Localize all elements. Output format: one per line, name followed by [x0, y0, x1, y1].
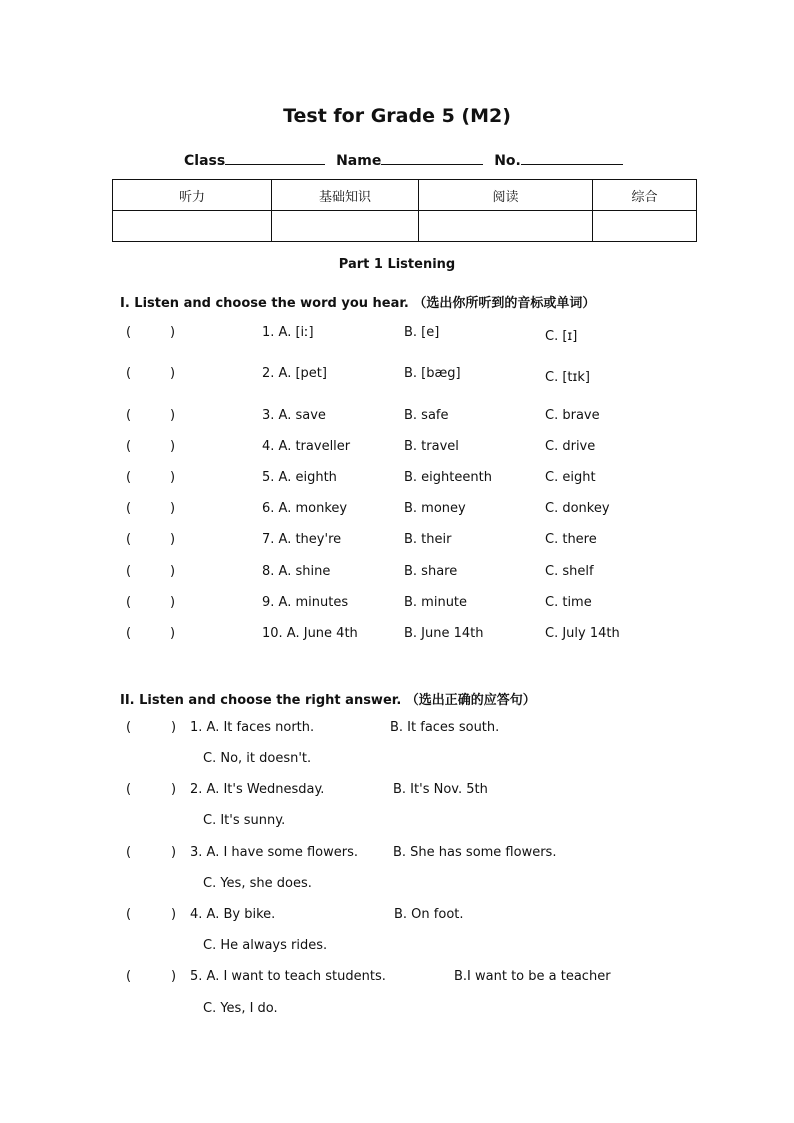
answer-paren-open[interactable]: (: [126, 720, 132, 735]
option-b: B. their: [404, 532, 452, 547]
name-label: Name: [336, 153, 382, 169]
answer-paren-close: ): [170, 470, 176, 485]
option-c: C. shelf: [545, 564, 594, 579]
option-c: C. drive: [545, 439, 596, 454]
option-a: 7. A. they're: [262, 532, 342, 547]
answer-paren-close: ): [170, 564, 176, 579]
answer-paren-open[interactable]: (: [126, 782, 132, 797]
answer-paren-open[interactable]: (: [126, 366, 132, 381]
list-item: [0, 501, 794, 521]
option-b: B. minute: [404, 595, 468, 610]
list-item: [0, 969, 794, 989]
option-c: C. Yes, I do.: [203, 1001, 278, 1016]
option-b: B.I want to be a teacher: [454, 969, 611, 984]
score-cell-basics[interactable]: [272, 211, 419, 242]
option-c: C. Yes, she does.: [203, 876, 312, 891]
option-a: 8. A. shine: [262, 564, 331, 579]
list-item-continuation: [0, 751, 794, 771]
part1-title: Part 1 Listening: [338, 257, 456, 272]
option-b: B. [bæg]: [404, 366, 461, 381]
option-c: C. No, it doesn't.: [203, 751, 312, 766]
option-b: B. It faces south.: [390, 720, 500, 735]
list-item: [0, 782, 794, 802]
answer-paren-open[interactable]: (: [126, 626, 132, 641]
answer-paren-close: ): [171, 782, 177, 797]
answer-paren-close: ): [170, 439, 176, 454]
score-table-header-row: [113, 180, 697, 211]
answer-paren-close: ): [170, 366, 176, 381]
option-b: B. eighteenth: [404, 470, 492, 485]
score-cell-comprehensive[interactable]: [593, 211, 697, 242]
score-header-reading: 阅读: [419, 180, 593, 211]
option-a: 2. A. [pet]: [262, 366, 327, 381]
option-c: C. [ɪ]: [545, 329, 578, 344]
student-info-line: [184, 150, 623, 169]
option-a: 1. A. [iː]: [262, 325, 314, 340]
option-c: C. He always rides.: [203, 938, 328, 953]
answer-paren-close: ): [170, 626, 176, 641]
option-a: 4. A. traveller: [262, 439, 351, 454]
number-blank[interactable]: [521, 150, 623, 165]
answer-paren-close: ): [171, 969, 177, 984]
answer-paren-close: ): [170, 595, 176, 610]
answer-paren-open[interactable]: (: [126, 845, 132, 860]
option-a: 5. A. I want to teach students.: [190, 969, 386, 984]
option-a: 1. A. It faces north.: [190, 720, 315, 735]
option-a: 10. A. June 4th: [262, 626, 358, 641]
answer-paren-close: ): [171, 720, 177, 735]
list-item: [0, 532, 794, 552]
option-a: 9. A. minutes: [262, 595, 349, 610]
answer-paren-open[interactable]: (: [126, 564, 132, 579]
answer-paren-open[interactable]: (: [126, 969, 132, 984]
section1-heading: I. Listen and choose the word you hear. （选出你所听到的音标或单词）: [120, 296, 596, 311]
section2-heading: II. Listen and choose the right answer. （选出正确的应答句）: [120, 693, 536, 708]
list-item: [0, 470, 794, 490]
list-item: [0, 907, 794, 927]
answer-paren-close: ): [170, 501, 176, 516]
option-c: C. there: [545, 532, 597, 547]
list-item: [0, 626, 794, 646]
option-b: B. share: [404, 564, 458, 579]
score-header-basics: 基础知识: [272, 180, 419, 211]
answer-paren-open[interactable]: (: [126, 325, 132, 340]
list-item: [0, 366, 794, 386]
option-b: B. money: [404, 501, 466, 516]
list-item: [0, 595, 794, 615]
list-item: [0, 439, 794, 459]
answer-paren-open[interactable]: (: [126, 408, 132, 423]
list-item: [0, 325, 794, 345]
option-b: B. [e]: [404, 325, 440, 340]
score-cell-reading[interactable]: [419, 211, 593, 242]
answer-paren-open[interactable]: (: [126, 907, 132, 922]
option-b: B. June 14th: [404, 626, 484, 641]
option-a: 3. A. save: [262, 408, 326, 423]
answer-paren-open[interactable]: (: [126, 595, 132, 610]
list-item-continuation: [0, 813, 794, 833]
option-b: B. safe: [404, 408, 449, 423]
answer-paren-close: ): [170, 325, 176, 340]
option-b: B. It's Nov. 5th: [393, 782, 488, 797]
page-title: Test for Grade 5 (M2): [283, 105, 511, 127]
answer-paren-open[interactable]: (: [126, 439, 132, 454]
list-item-continuation: [0, 938, 794, 958]
list-item-continuation: [0, 1001, 794, 1021]
score-table: [112, 179, 697, 242]
class-label: Class: [184, 153, 226, 169]
option-a: 6. A. monkey: [262, 501, 348, 516]
list-item: [0, 845, 794, 865]
number-label: No.: [494, 153, 521, 169]
list-item: [0, 564, 794, 584]
option-c: C. July 14th: [545, 626, 620, 641]
option-c: C. brave: [545, 408, 600, 423]
option-c: C. [tɪk]: [545, 370, 590, 385]
option-b: B. She has some flowers.: [393, 845, 557, 860]
score-table-value-row: [113, 211, 697, 242]
name-blank[interactable]: [381, 150, 483, 165]
list-item: [0, 408, 794, 428]
score-header-comprehensive: 综合: [593, 180, 697, 211]
option-c: C. eight: [545, 470, 596, 485]
answer-paren-open[interactable]: (: [126, 532, 132, 547]
score-cell-listening[interactable]: [113, 211, 272, 242]
list-item: [0, 720, 794, 740]
option-c: C. It's sunny.: [203, 813, 286, 828]
answer-paren-close: ): [171, 907, 177, 922]
option-b: B. On foot.: [394, 907, 464, 922]
answer-paren-open[interactable]: (: [126, 470, 132, 485]
option-c: C. donkey: [545, 501, 610, 516]
answer-paren-close: ): [171, 845, 177, 860]
score-header-listening: 听力: [113, 180, 272, 211]
option-a: 4. A. By bike.: [190, 907, 276, 922]
answer-paren-close: ): [170, 408, 176, 423]
list-item-continuation: [0, 876, 794, 896]
answer-paren-open[interactable]: (: [126, 501, 132, 516]
option-a: 5. A. eighth: [262, 470, 337, 485]
option-b: B. travel: [404, 439, 459, 454]
option-a: 2. A. It's Wednesday.: [190, 782, 325, 797]
option-c: C. time: [545, 595, 592, 610]
class-blank[interactable]: [225, 150, 325, 165]
option-a: 3. A. I have some flowers.: [190, 845, 359, 860]
answer-paren-close: ): [170, 532, 176, 547]
